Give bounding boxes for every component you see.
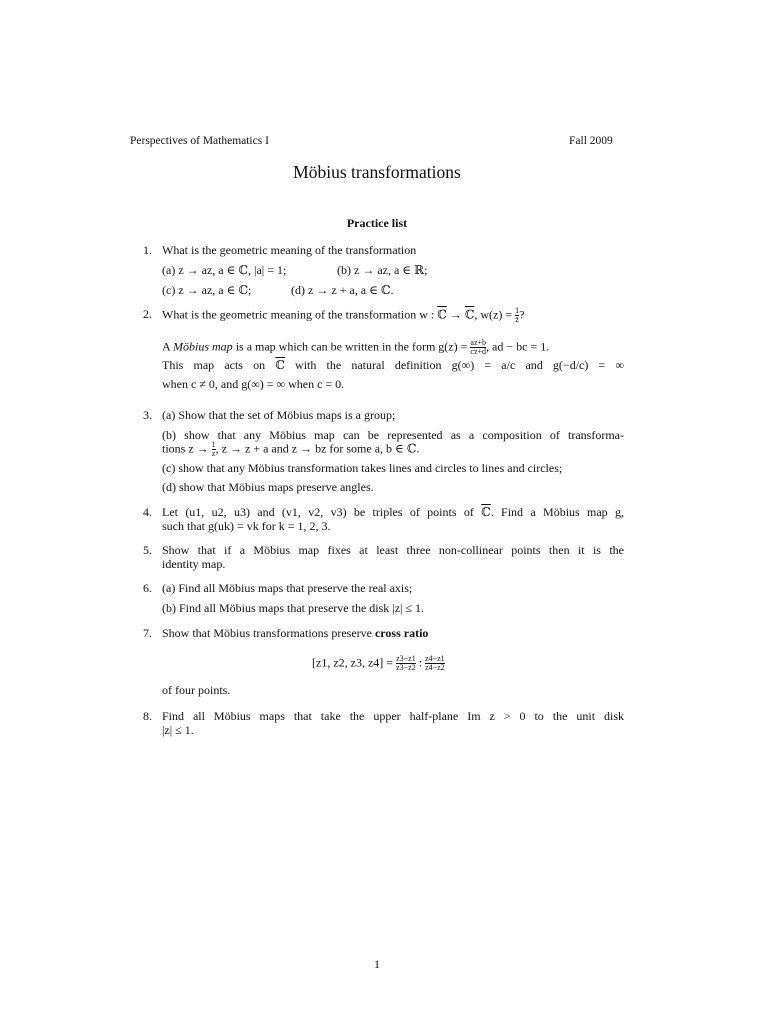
action-definition-line-1: This map acts on ℂ with the natural definition g(∞) = a/c and g(−d/c) = ∞	[162, 358, 625, 372]
term: Fall 2009	[569, 135, 613, 147]
fraction: $\frac{az+b}{cz+d}$	[470, 338, 487, 356]
fraction: $\frac{1}{z̄}$	[515, 306, 520, 324]
problem-5-line-2: identity map.	[162, 557, 226, 571]
problem-1-item-d: (d) z → z + a, a ∈ ℂ.	[291, 283, 394, 297]
problem-2-text: What is the geometric meaning of the transformation w : ℂ → ℂ, w(z) = $\frac{1}{z̄}$ ?	[162, 306, 525, 324]
problem-1-item-a: (a) z → az, a ∈ ℂ, |a| = 1;	[162, 263, 287, 277]
problem-1-item-b: (b) z → az, a ∈ ℝ;	[337, 263, 428, 277]
problem-4-line-2: such that g(uk) = vk for k = 1, 2, 3.	[162, 519, 331, 533]
problem-3-item-d: (d) show that Möbius maps preserve angles.	[162, 480, 374, 494]
problem-8-line-2: |z| ≤ 1.	[162, 723, 194, 737]
problem-7-number: 7.	[143, 626, 152, 640]
problem-3-item-c: (c) show that any Möbius transformation takes lines and circles to lines and circles;	[162, 461, 563, 475]
problem-3-item-b-line-2: tions z → $\frac{1}{z}$ , z → z + a and z → bz for some a, b ∈ ℂ.	[162, 440, 420, 458]
page-number: 1	[374, 957, 380, 971]
fraction: $\frac{z4-z1}{z4-z2}$	[425, 654, 445, 672]
action-definition-line-2: when c ≠ 0, and g(∞) = ∞ when c = 0.	[162, 377, 345, 391]
problem-3-item-a: (a) Show that the set of Möbius maps is a group;	[162, 408, 396, 422]
problem-8-line-1: Find all Möbius maps that take the upper half-plane Im z > 0 to the unit disk	[162, 709, 624, 723]
section-title: Practice list	[346, 216, 408, 230]
problem-3-number: 3.	[143, 408, 152, 422]
problem-6-number: 6.	[143, 581, 152, 595]
fraction: $\frac{z3-z1}{z3-z2}$	[396, 654, 416, 672]
problem-6-item-a: (a) Find all Möbius maps that preserve the real axis;	[162, 581, 413, 595]
problem-1-item-c: (c) z → az, a ∈ ℂ;	[162, 283, 252, 297]
problem-4-line-1: Let (u1, u2, u3) and (v1, v2, v3) be triples of points of ℂ. Find a Möbius map g,	[162, 505, 625, 519]
problem-6-item-b: (b) Find all Möbius maps that preserve the disk |z| ≤ 1.	[162, 601, 425, 615]
problem-1-intro: What is the geometric meaning of the transformation	[162, 243, 417, 257]
problem-3-item-b-line-1: (b) show that any Möbius map can be represented as a composition of transforma-	[162, 428, 624, 442]
mobius-map-definition: A Möbius map is a map which can be written in the form g(z) = $\frac{az+b}{cz+d}$ , ad − bc = 1.	[162, 338, 550, 356]
page-title: Möbius transformations	[293, 162, 461, 182]
course-name: Perspectives of Mathematics I	[130, 135, 269, 147]
problem-7-line-1: Show that Möbius transformations preserve cross ratio	[162, 626, 429, 640]
problem-5-line-1: Show that if a Möbius map fixes at least three non-collinear points then it is the	[162, 543, 624, 557]
problem-8-number: 8.	[143, 709, 152, 723]
problem-1-number: 1.	[143, 243, 152, 257]
problem-2-number: 2.	[143, 307, 152, 321]
fraction: $\frac{1}{z}$	[211, 440, 216, 458]
cross-ratio-formula: [z1, z2, z3, z4] = $\frac{z3-z1}{z3-z2}$ : $\frac{z4-z1}{z4-z2}$	[312, 654, 445, 672]
problem-4-number: 4.	[143, 505, 152, 519]
problem-7-line-3: of four points.	[162, 683, 231, 697]
problem-5-number: 5.	[143, 543, 152, 557]
